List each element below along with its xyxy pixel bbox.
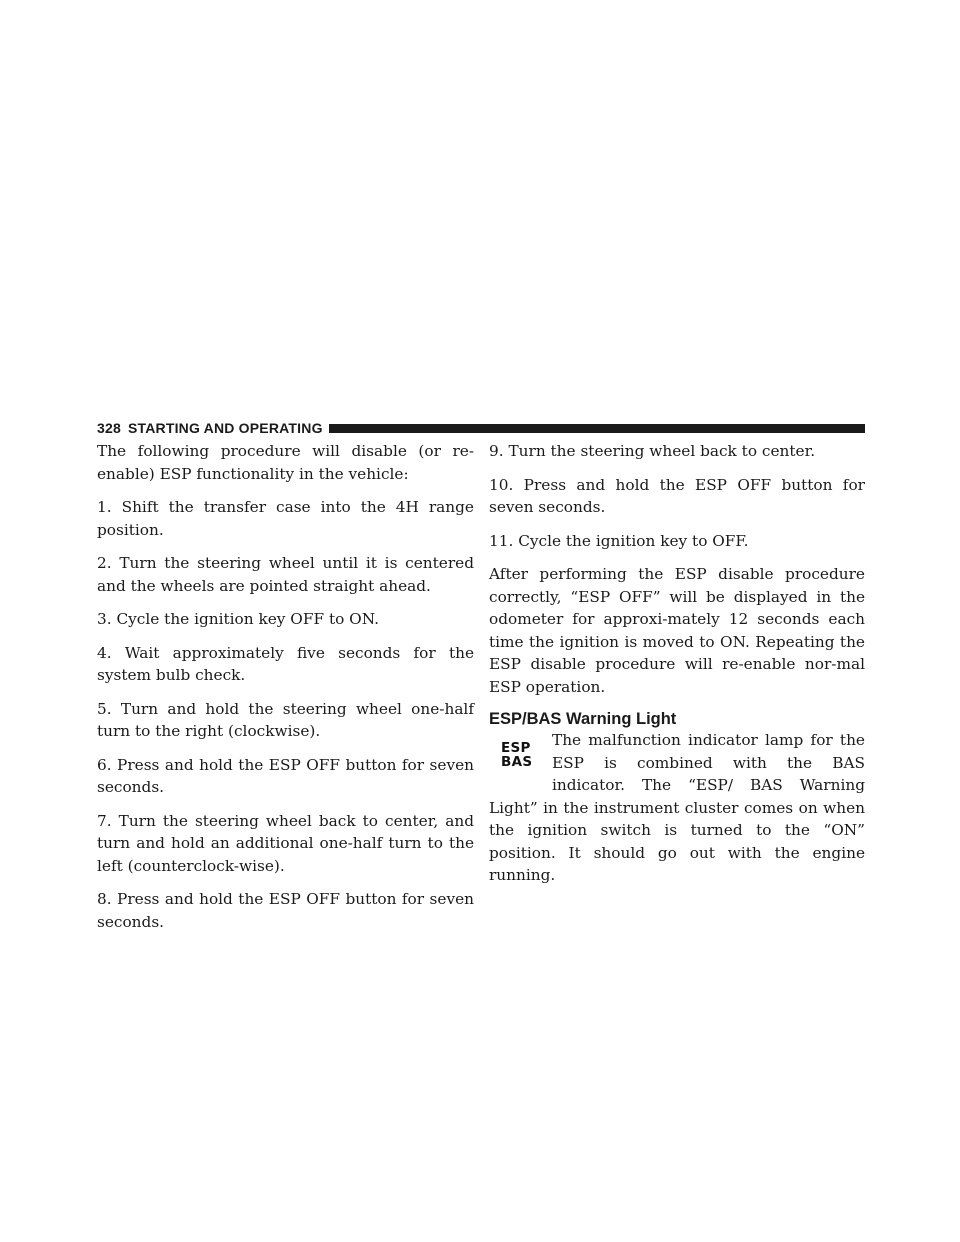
esp-bas-warning-icon [491, 729, 539, 779]
step-7: 7. Turn the steering wheel back to center, and turn and hold an additional one-half turn to the left (counterclock-wise). [97, 811, 474, 875]
summary-paragraph: After performing the ESP disable procedure correctly, “ESP OFF” will be displayed in the odometer for approxi-mately 12 seconds each time the ignition is moved to ON. Repeating the ESP disable procedure will re-enable nor-mal ESP operation. [489, 565, 865, 696]
left-column [97, 440, 474, 944]
step-8: 8. Press and hold the ESP OFF button for seven seconds. [97, 890, 474, 931]
step-3: 3. Cycle the ignition key OFF to ON. [97, 610, 379, 628]
section-heading: ESP/BAS Warning Light [489, 710, 677, 728]
section-title: STARTING AND OPERATING [127, 420, 323, 436]
header-rule [329, 424, 865, 433]
warning-light-paragraph [489, 729, 865, 887]
step-9: 9. Turn the steering wheel back to center. [489, 442, 816, 460]
step-1: 1. Shift the transfer case into the 4H range position. [97, 498, 474, 539]
step-4: 4. Wait approximately five seconds for the system bulb check. [97, 643, 474, 684]
step-2: 2. Turn the steering wheel until it is centered and the wheels are pointed straight ahead. [97, 554, 474, 595]
icon-label: ESP BAS [501, 740, 533, 770]
step-5: 5. Turn and hold the steering wheel one-half turn to the right (clockwise). [97, 699, 474, 740]
step-11: 11. Cycle the ignition key to OFF. [489, 531, 749, 550]
intro-paragraph: The following procedure will disable (or re-enable) ESP functionality in the vehicle: [97, 442, 474, 483]
page-header [97, 418, 865, 438]
step-6: 6. Press and hold the ESP OFF button for seven seconds. [97, 755, 474, 796]
right-column [489, 440, 865, 898]
warning-light-text: The malfunction indicator lamp for the ESP is combined with the BAS indicator. The “ESP/ BAS Warning Light” in the instrument cluster comes on when the ignition switch is turned to the “ON” position. It should go out with the engine running. [489, 731, 865, 884]
step-10: 10. Press and hold the ESP OFF button for seven seconds. [489, 475, 865, 516]
page-number: 328 [97, 420, 121, 436]
